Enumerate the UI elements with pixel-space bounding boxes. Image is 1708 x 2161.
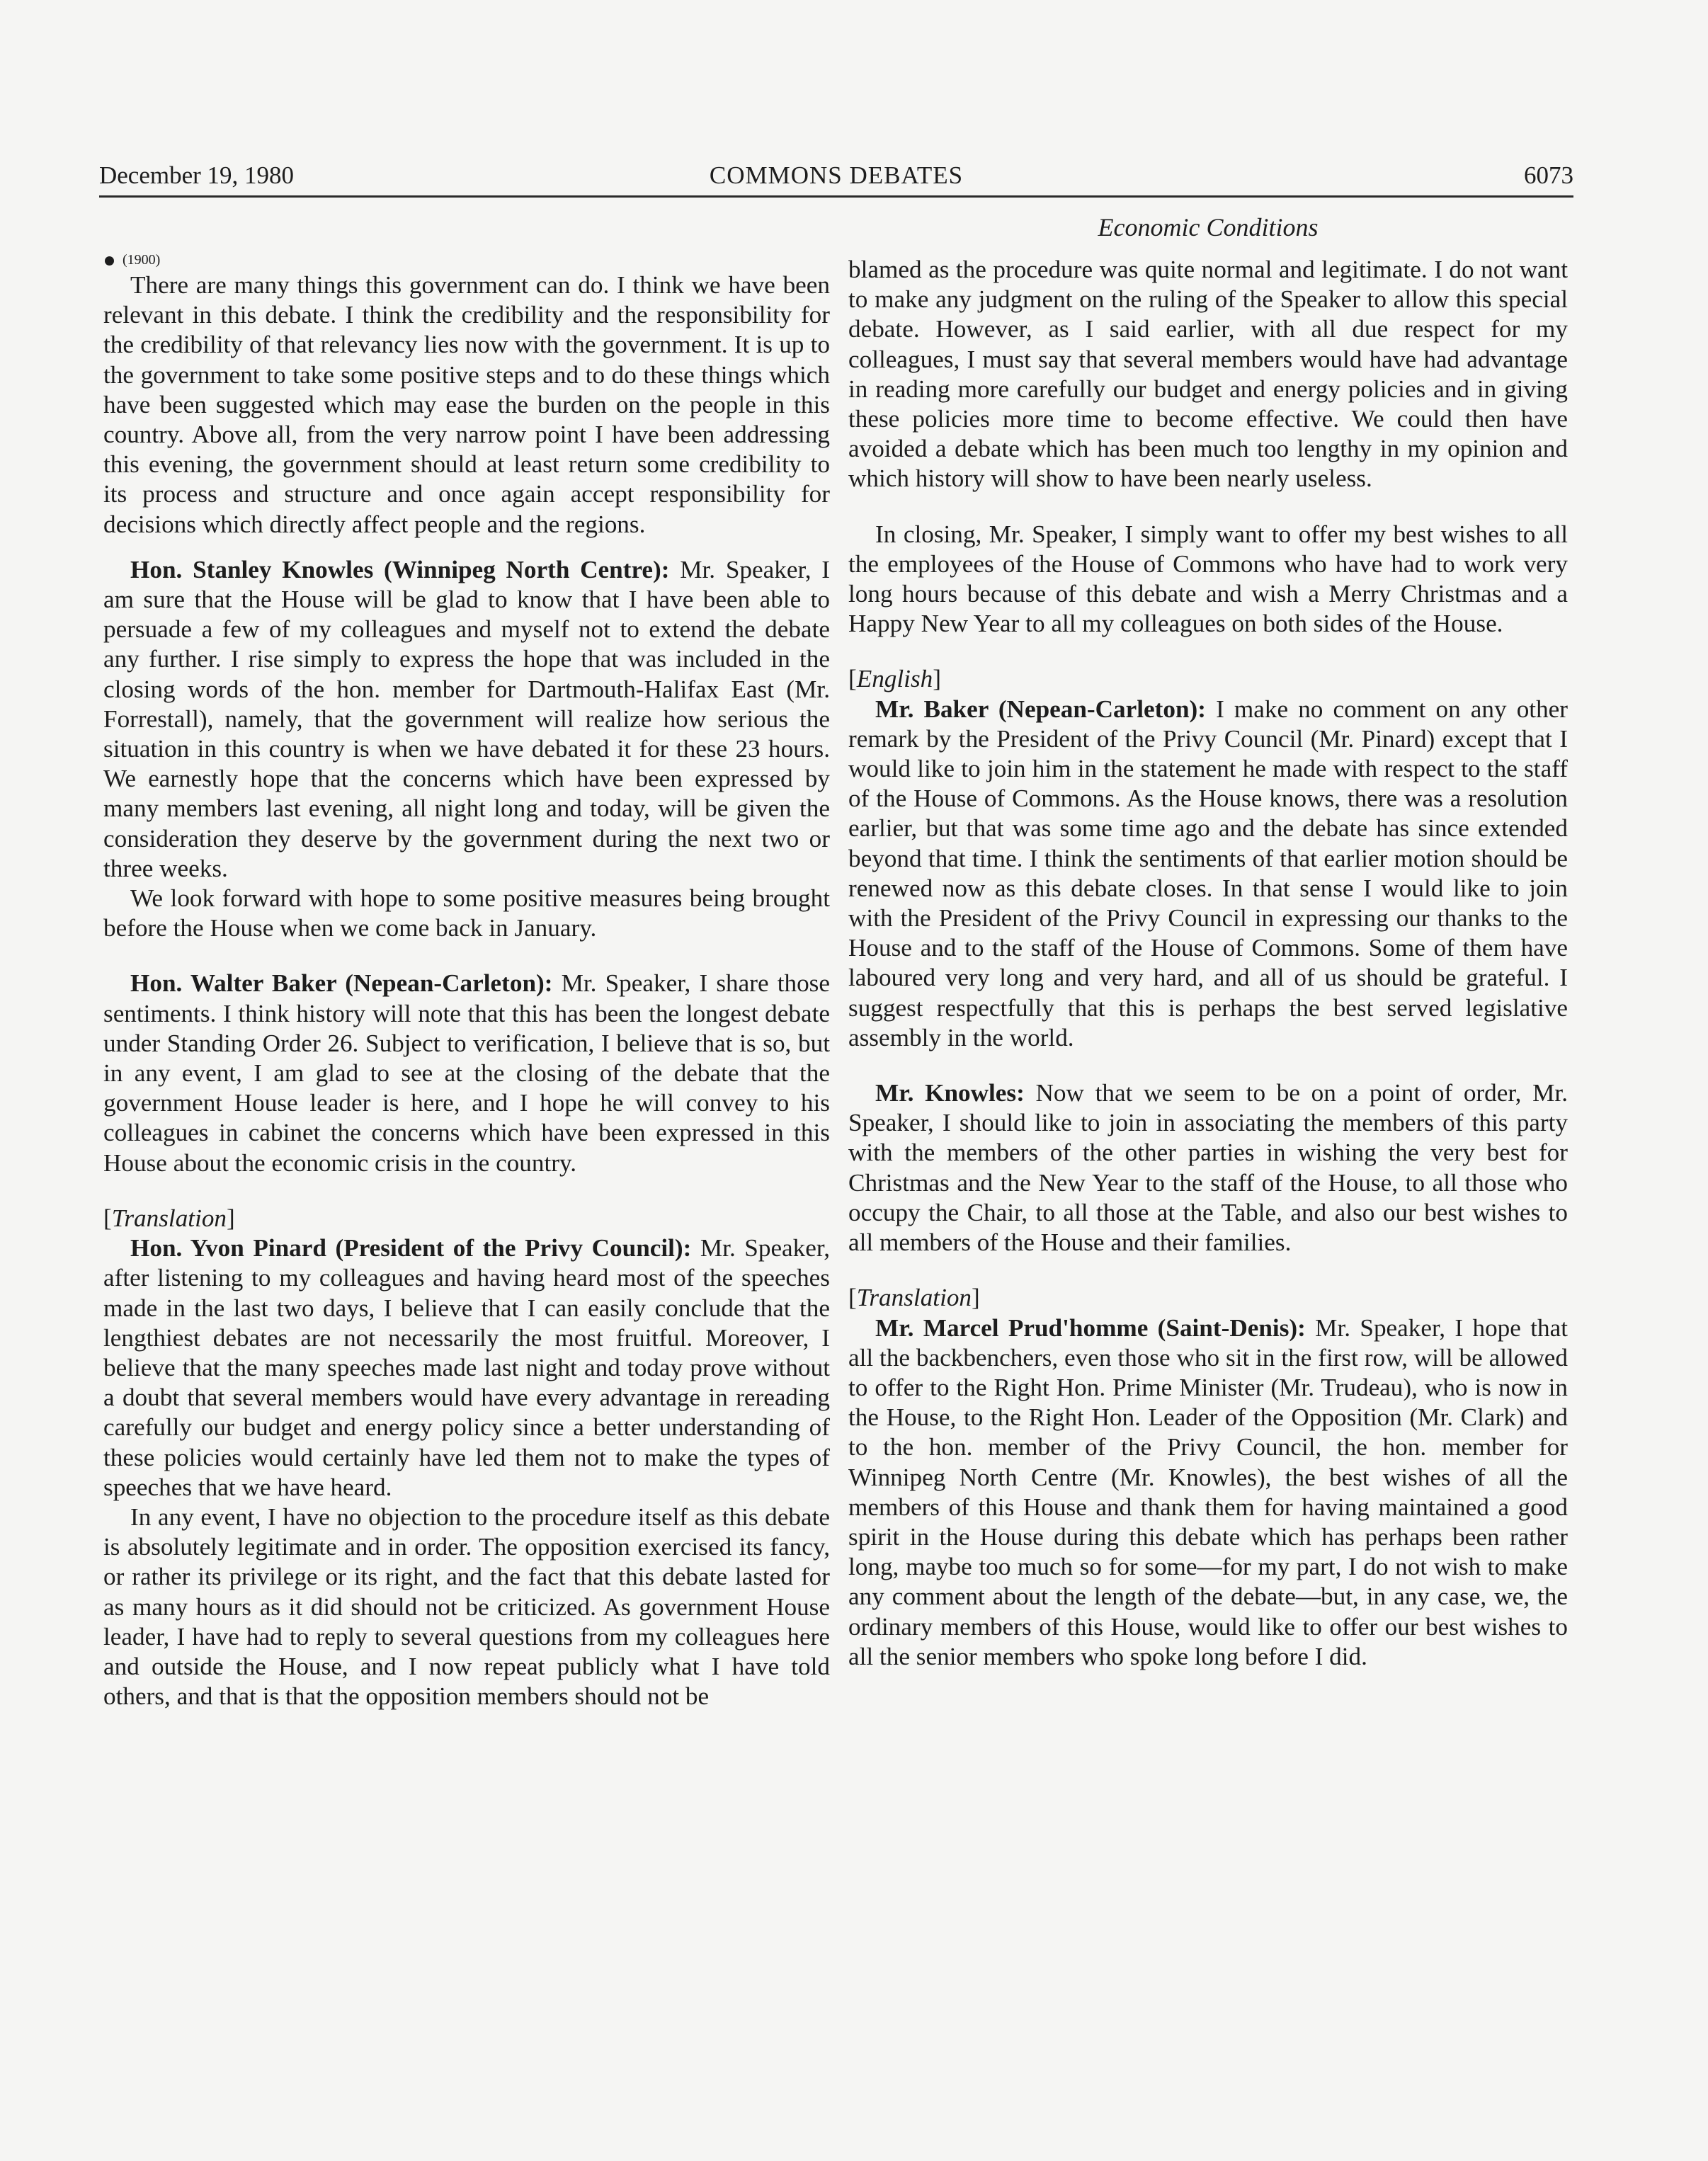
- speaker-name: Hon. Stanley Knowles (Winnipeg North Centre):: [130, 555, 670, 583]
- header-page-number: 6073: [1524, 161, 1573, 189]
- language-label: Translation: [856, 1284, 972, 1312]
- time-marker-text: (1900): [123, 252, 161, 268]
- header-date: December 19, 1980: [99, 161, 295, 189]
- right-column: [848, 255, 1568, 1672]
- speech-text: Mr. Speaker, after listening to my colleagues and having heard most of the speeches made in the last two days, I believe that I can easily conclude that the lengthiest debates are not necessarily the most fruitful. Moreover, I believe that the many speeches made last night and today prove without a doubt that several members would have every advantage in rereading carefully our budget and energy policy since a better understanding of these policies would certainly have led them not to make the types of speeches that we have heard.: [103, 1234, 830, 1501]
- speech-paragraph: [848, 695, 1568, 1053]
- speech-text: Mr. Speaker, I hope that all the backbenchers, even those who sit in the first row, will be allowed to offer to the Right Hon. Prime Minister (Mr. Trudeau), who is now in the House, to the Right Hon. Leader of the Opposition (Mr. Clark) and to the hon. member of the Privy Council, the hon. member for Winnipeg North Centre (Mr. Knowles), the best wishes of all the members of this House and thank them for having maintained a good spirit in the House during this debate which has perhaps been rather long, maybe too much so for some—for my part, I do not wish to make any comment about the length of the debate—but, in any case, we, the ordinary members of this House, would like to offer our best wishes to all the senior members who spoke long before I did.: [848, 1313, 1568, 1670]
- language-label: English: [856, 665, 933, 693]
- speaker-name: Mr. Marcel Prud'homme (Saint-Denis):: [875, 1313, 1306, 1342]
- bullet-icon: [105, 256, 114, 266]
- left-column: [103, 249, 830, 1711]
- language-label: Translation: [111, 1204, 227, 1232]
- language-marker: [English]: [848, 665, 941, 693]
- speaker-name: Hon. Yvon Pinard (President of the Privy Council):: [130, 1234, 692, 1262]
- paragraph: We look forward with hope to some positive measures being brought before the House when we come back in January.: [103, 884, 830, 942]
- paragraph: blamed as the procedure was quite normal and legitimate. I do not want to make any judgment on the ruling of the Speaker to allow this special debate. However, as I said earlier, with all due respect for my colleagues, I must say that several members would have had advantage in reading more carefully our budget and energy policies and in giving these policies more time to become effective. We could then have avoided a debate which has been much too lengthy in my opinion and which history will show to have been nearly useless.: [848, 256, 1568, 493]
- speech-paragraph: [848, 1078, 1568, 1258]
- language-marker: [Translation]: [848, 1284, 980, 1312]
- paragraph: In any event, I have no objection to the procedure itself as this debate is absolutely legitimate and in order. The opposition exercised its fancy, or rather its privilege or its right, and the fact that this debate lasted for as many hours as it did should not be criticized. As government House leader, I have had to reply to several questions from my colleagues here and outside the House, and I now repeat publicly what I have told others, and that is that the opposition members should not be: [103, 1503, 830, 1711]
- speech-paragraph: [848, 1313, 1568, 1672]
- speech-text: Now that we seem to be on a point of order, Mr. Speaker, I should like to join in associating the members of this party with the members of the other parties in wishing the very best for Christmas and the New Year to the staff of the House, to all those who occupy the Chair, to all those at the Table, and also our best wishes to all members of the House and their families.: [848, 1079, 1568, 1257]
- time-marker: [103, 249, 830, 270]
- header-title: COMMONS DEBATES: [709, 161, 964, 189]
- paragraph: There are many things this government can do. I think we have been relevant in this debate. I think the credibility and the responsibility for the credibility of that relevancy lies now with the government. It is up to the government to take some positive steps and to do these things which have been suggested which may ease the burden on the people in this country. Above all, from the very narrow point I have been addressing this evening, the government should at least return some credibility to its process and structure and once again accept responsibility for decisions which directly affect people and the regions.: [103, 271, 830, 538]
- speech-paragraph: [103, 1233, 830, 1503]
- paragraph: In closing, Mr. Speaker, I simply want to offer my best wishes to all the employees of the House of Commons who have had to work very long hours because of this debate and wish a Merry Christmas and a Happy New Year to all my colleagues on both sides of the House.: [848, 520, 1568, 638]
- section-subhead: Economic Conditions: [1098, 213, 1319, 241]
- language-marker: [Translation]: [103, 1204, 235, 1232]
- running-header: [99, 157, 1573, 198]
- speaker-name: Hon. Walter Baker (Nepean-Carleton):: [130, 969, 553, 998]
- speech-text: Mr. Speaker, I share those sentiments. I think history will note that this has been the longest debate under Standing Order 26. Subject to verification, I believe that is so, but in any event, I am glad to see at the closing of the debate that the government House leader is here, and I hope he will convey to his colleagues in cabinet the concerns which have been expressed in this House about the economic crisis in the country.: [103, 969, 830, 1177]
- speech-text: I make no comment on any other remark by the President of the Privy Council (Mr. Pinard) except that I would like to join him in the statement he made with respect to the staff of the House of Commons. As the House knows, there was a resolution earlier, but that was some time ago and the debate has since extended beyond that time. I think the sentiments of that earlier motion should be renewed now as this debate closes. In that sense I would like to join with the President of the Privy Council in expressing our thanks to the House and to the staff of the House of Commons. Some of them have laboured very long and very hard, and all of us should be grateful. I suggest respectfully that this is perhaps the best served legislative assembly in the world.: [848, 695, 1568, 1051]
- speech-text: Mr. Speaker, I am sure that the House will be glad to know that I have been able to persuade a few of my colleagues and myself not to extend the debate any further. I rise simply to express the hope that was included in the closing words of the hon. member for Dartmouth-Halifax East (Mr. Forrestall), namely, that the government will realize how serious the situation in this country is when we have debated it for these 23 hours. We earnestly hope that the concerns which have been expressed by many members last evening, all night long and today, will be given the consideration they deserve by the government during the next two or three weeks.: [103, 555, 831, 882]
- speaker-name: Mr. Knowles:: [875, 1079, 1025, 1107]
- speaker-name: Mr. Baker (Nepean-Carleton):: [875, 695, 1206, 723]
- speech-paragraph: [103, 969, 830, 1178]
- speech-paragraph: [103, 555, 830, 884]
